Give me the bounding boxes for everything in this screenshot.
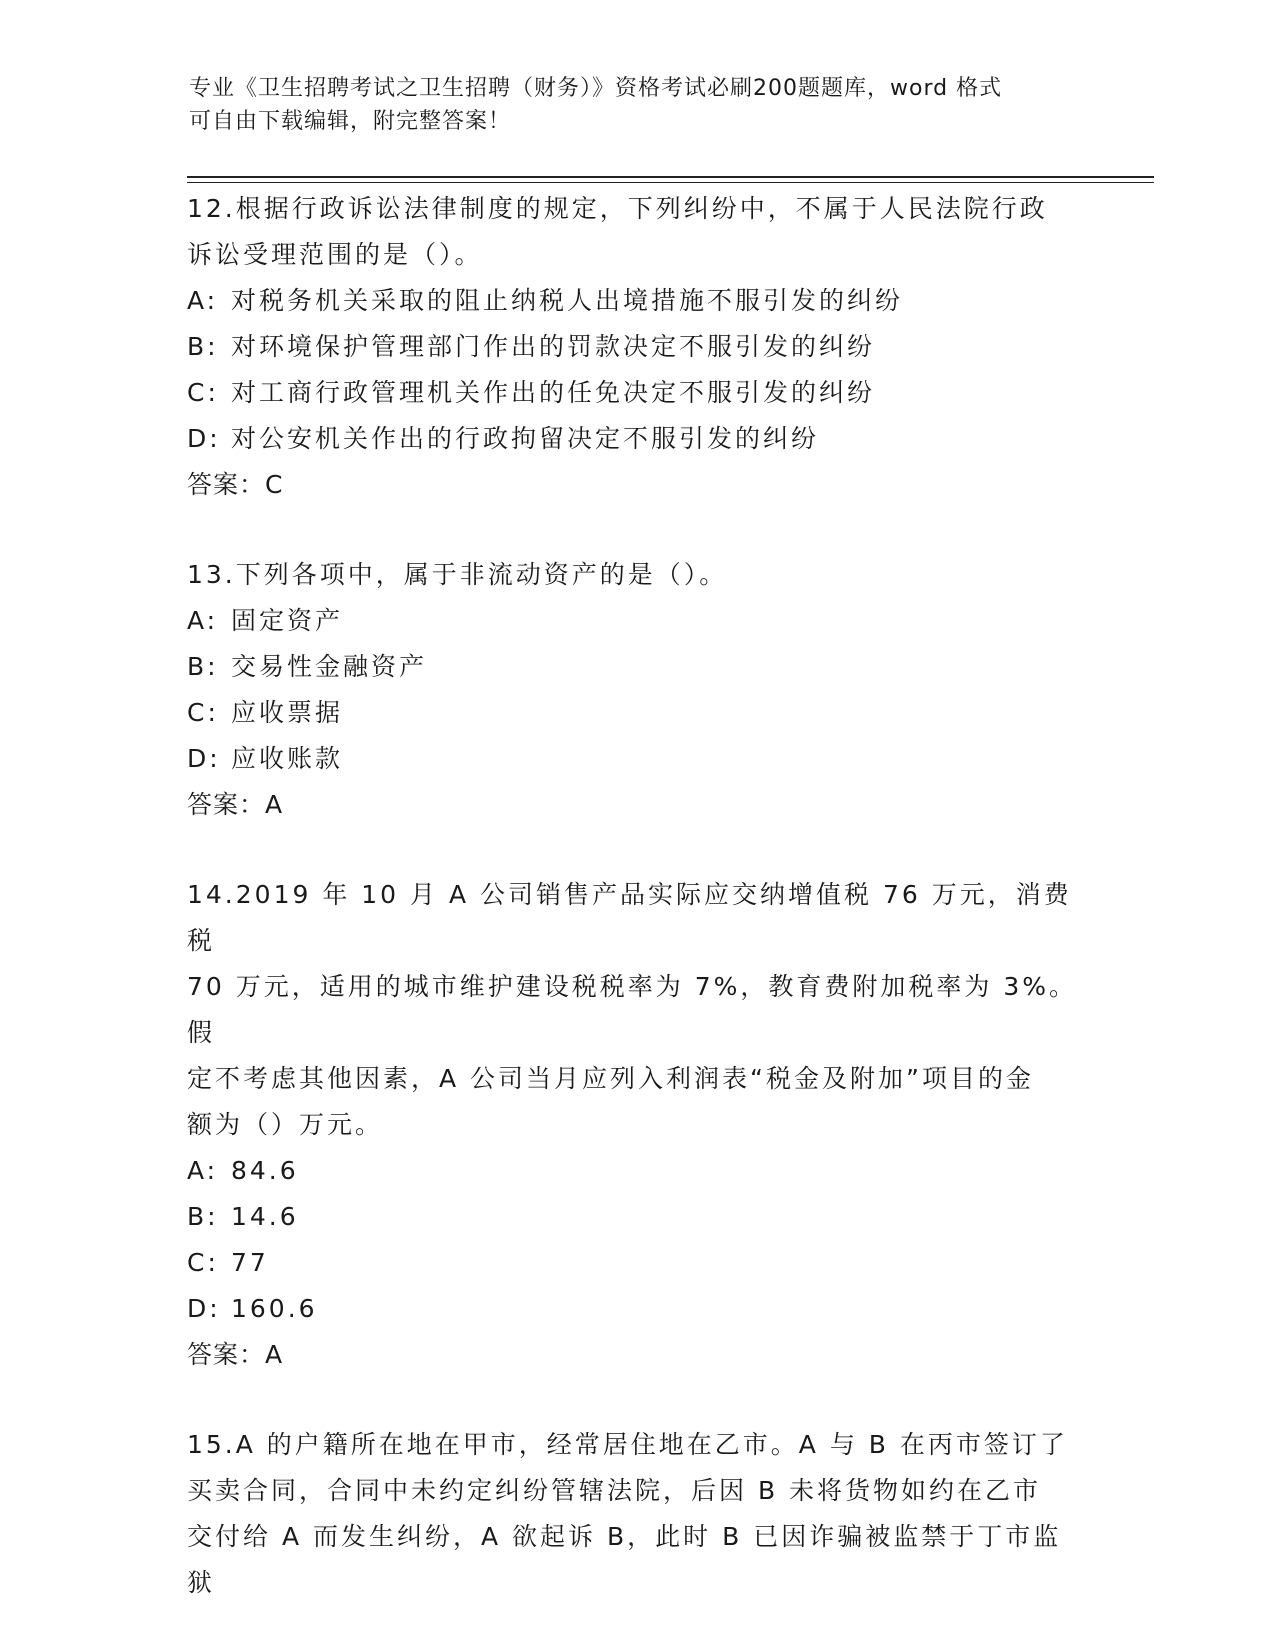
- document-header: 专业《卫生招聘考试之卫生招聘（财务）》资格考试必刷200题题库，word 格式 可自由下载编辑，附完整答案！: [189, 76, 1003, 134]
- option-c: [187, 690, 1087, 736]
- option-d: [187, 736, 1087, 782]
- option-b: [187, 644, 1087, 690]
- option-a: [187, 598, 1087, 644]
- header-rule-thin: [187, 182, 1154, 183]
- option-letter: A:: [187, 606, 219, 635]
- option-text: 对工商行政管理机关作出的任免决定不服引发的纠纷: [231, 378, 876, 407]
- option-b: [187, 1194, 1087, 1240]
- option-text: 对税务机关采取的阻止纳税人出境措施不服引发的纠纷: [231, 286, 904, 315]
- answer-line: 答案：A: [187, 1340, 284, 1369]
- header-rule-thick: [187, 176, 1154, 178]
- question-stem: 15.A 的户籍所在地在甲市，经常居住地在乙市。A 与 B 在丙市签订了 买卖合同，合同中未约定纠纷管辖法院，后因 B 未将货物如约在乙市 交付给 A 而发生纠纷，A 欲起诉 B，此时 B 已因诈骗被监禁于丁市监狱: [187, 1430, 1068, 1597]
- option-b: [187, 324, 1087, 370]
- option-text: 交易性金融资产: [231, 652, 428, 681]
- answer-line: 答案：A: [187, 790, 284, 819]
- option-text: 对环境保护管理部门作出的罚款决定不服引发的纠纷: [231, 332, 876, 361]
- question-15: [187, 1422, 1087, 1606]
- option-letter: C:: [187, 698, 219, 727]
- option-letter: A:: [187, 286, 219, 315]
- option-text: 应收票据: [231, 698, 344, 727]
- option-a: [187, 1148, 1087, 1194]
- option-letter: D:: [187, 1294, 221, 1323]
- option-c: [187, 1240, 1087, 1286]
- option-letter: B:: [187, 332, 219, 361]
- option-letter: D:: [187, 424, 221, 453]
- option-text: 84.6: [231, 1156, 299, 1185]
- option-d: [187, 416, 1087, 462]
- question-list: [187, 186, 1087, 1606]
- option-d: [187, 1286, 1087, 1332]
- option-text: 固定资产: [231, 606, 344, 635]
- option-a: [187, 278, 1087, 324]
- option-letter: C:: [187, 378, 219, 407]
- option-letter: B:: [187, 1202, 219, 1231]
- option-text: 14.6: [231, 1202, 299, 1231]
- question-13: [187, 552, 1087, 828]
- option-text: 160.6: [231, 1294, 318, 1323]
- option-letter: A:: [187, 1156, 219, 1185]
- option-text: 对公安机关作出的行政拘留决定不服引发的纠纷: [231, 424, 820, 453]
- option-letter: B:: [187, 652, 219, 681]
- option-letter: D:: [187, 744, 221, 773]
- option-text: 77: [231, 1248, 269, 1277]
- question-14: [187, 872, 1087, 1378]
- question-stem: 12.根据行政诉讼法律制度的规定，下列纠纷中，不属于人民法院行政 诉讼受理范围的是（）。: [187, 194, 1048, 269]
- question-stem: 14.2019 年 10 月 A 公司销售产品实际应交纳增值税 76 万元，消费税 70 万元，适用的城市维护建设税税率为 7%，教育费附加税率为 3%。假 定不考虑其他因素，A 公司当月应列入利润表“税金及附加”项目的金 额为（）万元。: [187, 880, 1077, 1139]
- answer-line: 答案：C: [187, 470, 284, 499]
- option-text: 应收账款: [231, 744, 344, 773]
- question-12: [187, 186, 1087, 508]
- option-letter: C:: [187, 1248, 219, 1277]
- question-stem: 13.下列各项中，属于非流动资产的是（）。: [187, 560, 728, 589]
- option-c: [187, 370, 1087, 416]
